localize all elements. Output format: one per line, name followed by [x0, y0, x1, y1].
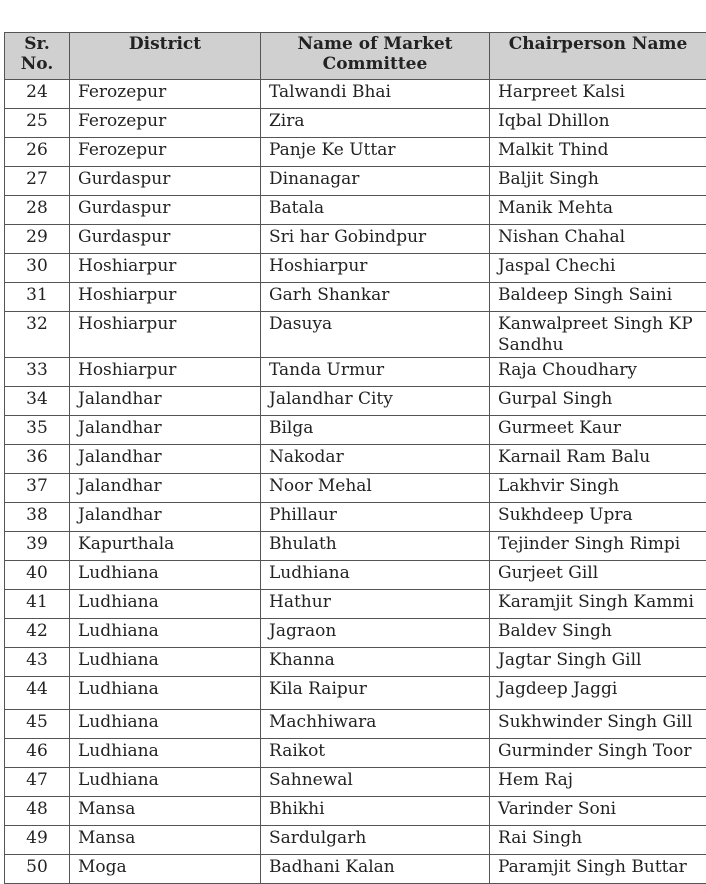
header-chairperson: Chairperson Name	[490, 33, 706, 80]
cell-chairperson: Malkit Thind	[490, 138, 706, 167]
table-row	[5, 561, 706, 590]
table-row	[5, 445, 706, 474]
cell-district: Ferozepur	[70, 138, 261, 167]
cell-market-committee: Hoshiarpur	[261, 254, 490, 283]
header-row	[5, 33, 706, 80]
cell-district: Jalandhar	[70, 387, 261, 416]
cell-market-committee: Zira	[261, 109, 490, 138]
table-row	[5, 358, 706, 387]
table-row	[5, 474, 706, 503]
table-row	[5, 312, 706, 358]
table-row	[5, 710, 706, 739]
table-row	[5, 387, 706, 416]
cell-market-committee: Phillaur	[261, 503, 490, 532]
cell-market-committee: Garh Shankar	[261, 283, 490, 312]
cell-market-committee: Talwandi Bhai	[261, 80, 490, 109]
table-row	[5, 138, 706, 167]
cell-sr-no: 32	[5, 312, 70, 358]
table-row	[5, 532, 706, 561]
cell-sr-no: 36	[5, 445, 70, 474]
cell-sr-no: 24	[5, 80, 70, 109]
cell-market-committee: Tanda Urmur	[261, 358, 490, 387]
cell-district: Ludhiana	[70, 561, 261, 590]
cell-district: Ludhiana	[70, 590, 261, 619]
cell-chairperson: Lakhvir Singh	[490, 474, 706, 503]
cell-chairperson: Tejinder Singh Rimpi	[490, 532, 706, 561]
cell-sr-no: 26	[5, 138, 70, 167]
cell-chairperson: Baldeep Singh Saini	[490, 283, 706, 312]
cell-chairperson: Kanwalpreet Singh KP Sandhu	[490, 312, 706, 358]
cell-market-committee: Badhani Kalan	[261, 855, 490, 884]
table-row	[5, 797, 706, 826]
table-row	[5, 826, 706, 855]
cell-district: Hoshiarpur	[70, 312, 261, 358]
cell-chairperson: Karnail Ram Balu	[490, 445, 706, 474]
cell-market-committee: Panje Ke Uttar	[261, 138, 490, 167]
cell-district: Moga	[70, 855, 261, 884]
header-sr-no: Sr. No.	[5, 33, 70, 80]
table-row	[5, 768, 706, 797]
cell-district: Ludhiana	[70, 768, 261, 797]
cell-district: Mansa	[70, 826, 261, 855]
cell-sr-no: 25	[5, 109, 70, 138]
cell-chairperson: Gurjeet Gill	[490, 561, 706, 590]
cell-market-committee: Batala	[261, 196, 490, 225]
cell-district: Jalandhar	[70, 416, 261, 445]
cell-chairperson: Raja Choudhary	[490, 358, 706, 387]
table-row	[5, 416, 706, 445]
cell-chairperson: Hem Raj	[490, 768, 706, 797]
cell-sr-no: 46	[5, 739, 70, 768]
table-row	[5, 590, 706, 619]
cell-market-committee: Noor Mehal	[261, 474, 490, 503]
table-row	[5, 254, 706, 283]
cell-chairperson: Jaspal Chechi	[490, 254, 706, 283]
table-row	[5, 739, 706, 768]
cell-market-committee: Jalandhar City	[261, 387, 490, 416]
cell-sr-no: 45	[5, 710, 70, 739]
cell-sr-no: 41	[5, 590, 70, 619]
cell-sr-no: 33	[5, 358, 70, 387]
table-row	[5, 196, 706, 225]
cell-chairperson: Baljit Singh	[490, 167, 706, 196]
cell-sr-no: 49	[5, 826, 70, 855]
cell-sr-no: 27	[5, 167, 70, 196]
table-row	[5, 167, 706, 196]
cell-sr-no: 29	[5, 225, 70, 254]
cell-sr-no: 38	[5, 503, 70, 532]
cell-chairperson: Manik Mehta	[490, 196, 706, 225]
cell-district: Ludhiana	[70, 648, 261, 677]
cell-market-committee: Sardulgarh	[261, 826, 490, 855]
cell-sr-no: 50	[5, 855, 70, 884]
cell-market-committee: Machhiwara	[261, 710, 490, 739]
table-body	[5, 80, 706, 884]
cell-district: Jalandhar	[70, 503, 261, 532]
cell-market-committee: Sri har Gobindpur	[261, 225, 490, 254]
cell-chairperson: Varinder Soni	[490, 797, 706, 826]
table-header	[5, 33, 706, 80]
cell-market-committee: Raikot	[261, 739, 490, 768]
table-row	[5, 225, 706, 254]
cell-sr-no: 43	[5, 648, 70, 677]
cell-sr-no: 48	[5, 797, 70, 826]
cell-district: Ludhiana	[70, 677, 261, 710]
cell-chairperson: Karamjit Singh Kammi	[490, 590, 706, 619]
cell-chairperson: Iqbal Dhillon	[490, 109, 706, 138]
cell-chairperson: Gurminder Singh Toor	[490, 739, 706, 768]
cell-market-committee: Bhulath	[261, 532, 490, 561]
cell-market-committee: Jagraon	[261, 619, 490, 648]
cell-district: Ferozepur	[70, 80, 261, 109]
cell-sr-no: 34	[5, 387, 70, 416]
cell-chairperson: Gurpal Singh	[490, 387, 706, 416]
cell-market-committee: Khanna	[261, 648, 490, 677]
cell-market-committee: Dasuya	[261, 312, 490, 358]
table-row	[5, 109, 706, 138]
table-row	[5, 648, 706, 677]
cell-sr-no: 47	[5, 768, 70, 797]
cell-district: Ludhiana	[70, 710, 261, 739]
cell-district: Hoshiarpur	[70, 358, 261, 387]
table-row	[5, 619, 706, 648]
cell-district: Ludhiana	[70, 619, 261, 648]
table-row	[5, 80, 706, 109]
header-market-committee: Name of Market Committee	[261, 33, 490, 80]
market-committee-table	[4, 32, 706, 884]
cell-chairperson: Baldev Singh	[490, 619, 706, 648]
cell-sr-no: 39	[5, 532, 70, 561]
cell-sr-no: 30	[5, 254, 70, 283]
cell-district: Ferozepur	[70, 109, 261, 138]
cell-chairperson: Rai Singh	[490, 826, 706, 855]
cell-market-committee: Dinanagar	[261, 167, 490, 196]
cell-district: Jalandhar	[70, 445, 261, 474]
cell-sr-no: 28	[5, 196, 70, 225]
cell-district: Gurdaspur	[70, 196, 261, 225]
cell-district: Hoshiarpur	[70, 283, 261, 312]
cell-district: Gurdaspur	[70, 225, 261, 254]
cell-chairperson: Gurmeet Kaur	[490, 416, 706, 445]
cell-district: Hoshiarpur	[70, 254, 261, 283]
cell-sr-no: 44	[5, 677, 70, 710]
cell-chairperson: Jagdeep Jaggi	[490, 677, 706, 710]
cell-district: Mansa	[70, 797, 261, 826]
cell-chairperson: Sukhwinder Singh Gill	[490, 710, 706, 739]
table-row	[5, 503, 706, 532]
cell-district: Gurdaspur	[70, 167, 261, 196]
table-row	[5, 677, 706, 710]
cell-district: Kapurthala	[70, 532, 261, 561]
cell-sr-no: 37	[5, 474, 70, 503]
cell-market-committee: Hathur	[261, 590, 490, 619]
cell-sr-no: 42	[5, 619, 70, 648]
cell-chairperson: Paramjit Singh Buttar	[490, 855, 706, 884]
cell-sr-no: 35	[5, 416, 70, 445]
cell-market-committee: Sahnewal	[261, 768, 490, 797]
cell-district: Jalandhar	[70, 474, 261, 503]
cell-district: Ludhiana	[70, 739, 261, 768]
cell-market-committee: Nakodar	[261, 445, 490, 474]
cell-chairperson: Harpreet Kalsi	[490, 80, 706, 109]
cell-sr-no: 40	[5, 561, 70, 590]
table-row	[5, 283, 706, 312]
cell-chairperson: Sukhdeep Upra	[490, 503, 706, 532]
cell-sr-no: 31	[5, 283, 70, 312]
cell-chairperson: Jagtar Singh Gill	[490, 648, 706, 677]
cell-market-committee: Ludhiana	[261, 561, 490, 590]
table-row	[5, 855, 706, 884]
cell-chairperson: Nishan Chahal	[490, 225, 706, 254]
header-district: District	[70, 33, 261, 80]
cell-market-committee: Kila Raipur	[261, 677, 490, 710]
cell-market-committee: Bilga	[261, 416, 490, 445]
cell-market-committee: Bhikhi	[261, 797, 490, 826]
